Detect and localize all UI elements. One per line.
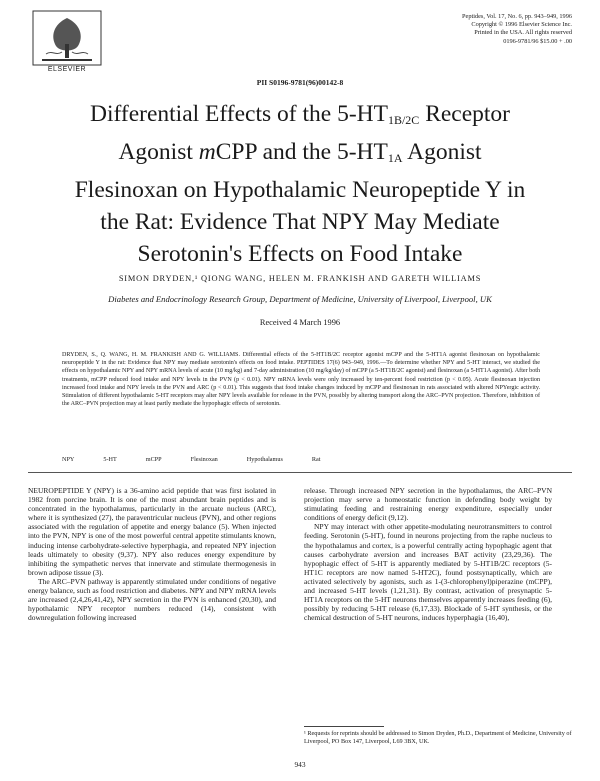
journal-info [352, 13, 572, 46]
page-number: 943 [294, 760, 306, 769]
keyword: 5-HT [103, 456, 117, 463]
section-divider [28, 472, 572, 473]
keyword: NPY [62, 456, 75, 463]
body-column-right [304, 486, 552, 622]
keyword: Flesinoxan [190, 456, 218, 463]
body-paragraph: The ARC–PVN pathway is apparently stimulated under conditions of negative energy balance, such as food restriction and diabetes. NPY and NPY mRNA levels are increased (2,4,26,41,42), NPY secretion in the PVN is enhanced (20,30), and hypothalamic NPY receptor numbers reduced (14), consistent with downregulation following increased [28, 576, 276, 623]
body-paragraph: release. Through increased NPY secretion in the hypothalamus, the ARC–PVN projection may serve a homeostatic function in defending body weight by stimulating feeding and restraining energy expenditure, especially under conditions of energy deficit (9,12). [304, 486, 552, 523]
body-column-left [28, 486, 276, 622]
footnote: ¹ Requests for reprints should be addressed to Simon Dryden, Ph.D., Department of Medicine, University of Liverpool, PO Box 147, Liverpool, L69 3BX, UK. [304, 730, 572, 745]
body-paragraph: NPY may interact with other appetite-modulating neurotransmitters to control feeding. Serotonin (5-HT), found in neurons projecting from the raphe nucleus to the hypothalamus and cortex, is a powerful centrally acting hypophagic agent that causes carbohydrate aversion and increases BAT activity (23,29,36). The hypophagic effect of 5-HT is apparently mediated by 5-HT1B/2C receptors (5-HT1C receptors are now named 5-HT2C), found postsynaptically, which are activated selectively by agonists, such as 1-(3-chlorophenyl)piperazine (mCPP), and increased 5-HT levels (1,21,31). By contrast, activation of presynaptic 5-HT1A receptors on the 5-HT neurons themselves apparently increases feeding (6), possibly by reducing 5-HT release (6,17,33). Blockade of 5-HT synthesis, or the chemical destruction of 5-HT neurons, induces hyperphagia (16,40), [304, 522, 552, 623]
abstract: DRYDEN, S., Q. WANG, H. M. FRANKISH AND G. WILLIAMS. Differential effects of the 5-HT1B/2C receptor agonist mCPP and the 5-HT1A agonist flesinoxan on hypothalamic neuropeptide Y in the rat: Evidence that NPY may mediate serotonin's effects on food intake. PEPTIDES 17(6) 943–949, 1996.—To determine whether NPY and 5-HT interact, we studied the effects on hypothalamic NPY and NPY mRNA levels of acute (10 mg/kg) and 7-day administration (10 mg/kg/day) of mCPP (a 5-HT1B/2C agonist) and flesinoxan (a 5-HT1A agonist). After both treatments, mCPP reduced food intake and NPY levels in the PVN (p < 0.01). NPY mRNA levels were only increased by ten-percent food restriction (p < 0.05). Acute flesinoxan injection increased food intake and NPY levels in the PVN and ARC (p < 0.01). This suggests that food intake changes induced by mCPP and flesinoxan in rats associated with altered NPYergic activity. Stimulation of different hypothalamic 5-HT receptors may alter NPY levels available for release in the PVN, possibly by altering transport along the ARC–PVN projection. Therefore, inhibition of the ARC–PVN projection may at least partly mediate the hypophagic effects of serotonin. [62, 352, 540, 408]
journal-info-line: 0196-9781/96 $15.00 + .00 [503, 37, 572, 45]
body-paragraph: NEUROPEPTIDE Y (NPY) is a 36-amino acid peptide that was first isolated in 1982 from porcine brain. It is one of the most abundant brain peptides and is concentrated in the hypothalamus, particularly in the arcuate nucleus (ARC), where it is synthesized (27), the paraventricular nucleus (PVN), and other regions associated with the regulation of appetite and energy balance (5). When injected into the PVN, NPY is one of the most powerful central appetite stimulants known, inducing intense carbohydrate-selective hyperphagia, and repeated NPY injection leads ultimately to obesity (9,37). NPY also reduces energy expenditure by inhibiting the sympathetic nerves that innervate and stimulate thermogenesis in brown adipose tissue (3). [28, 486, 276, 577]
title-line-4: the Rat: Evidence That NPY May Mediate [100, 209, 500, 235]
keyword: mCPP [145, 456, 162, 463]
keywords [62, 456, 540, 463]
title-line-5: Serotonin's Effects on Food Intake [137, 241, 463, 267]
journal-info-line: Printed in the USA. All rights reserved [474, 29, 572, 37]
keyword: Rat [311, 456, 321, 463]
keyword: Hypothalamus [246, 456, 283, 463]
authors: SIMON DRYDEN,¹ QIONG WANG, HELEN M. FRANKISH AND GARETH WILLIAMS [118, 274, 482, 283]
paper-title [50, 98, 550, 270]
pii-code: PII S0196-9781(96)00142-8 [256, 78, 344, 87]
elsevier-logo-icon [32, 10, 102, 66]
received-date: Received 4 March 1996 [259, 318, 341, 327]
affiliation: Diabetes and Endocrinology Research Group, Department of Medicine, University of Liverpool, Liverpool, UK [108, 294, 492, 304]
publisher-name: ELSEVIER [47, 66, 87, 73]
footnote-divider [304, 726, 384, 727]
journal-info-line: Peptides, Vol. 17, No. 6, pp. 943–949, 1996 [462, 13, 572, 20]
title-line-2: Agonist mCPP and the $5-HT_{1A}$ Agonist [118, 139, 482, 165]
journal-info-line: Copyright © 1996 Elsevier Science Inc. [471, 21, 572, 29]
title-line-3: Flesinoxan on Hypothalamic Neuropeptide Y in [74, 177, 526, 203]
title-line-1: Differential Effects of the $5-HT_{1B/2C}$ Receptor [89, 101, 511, 127]
